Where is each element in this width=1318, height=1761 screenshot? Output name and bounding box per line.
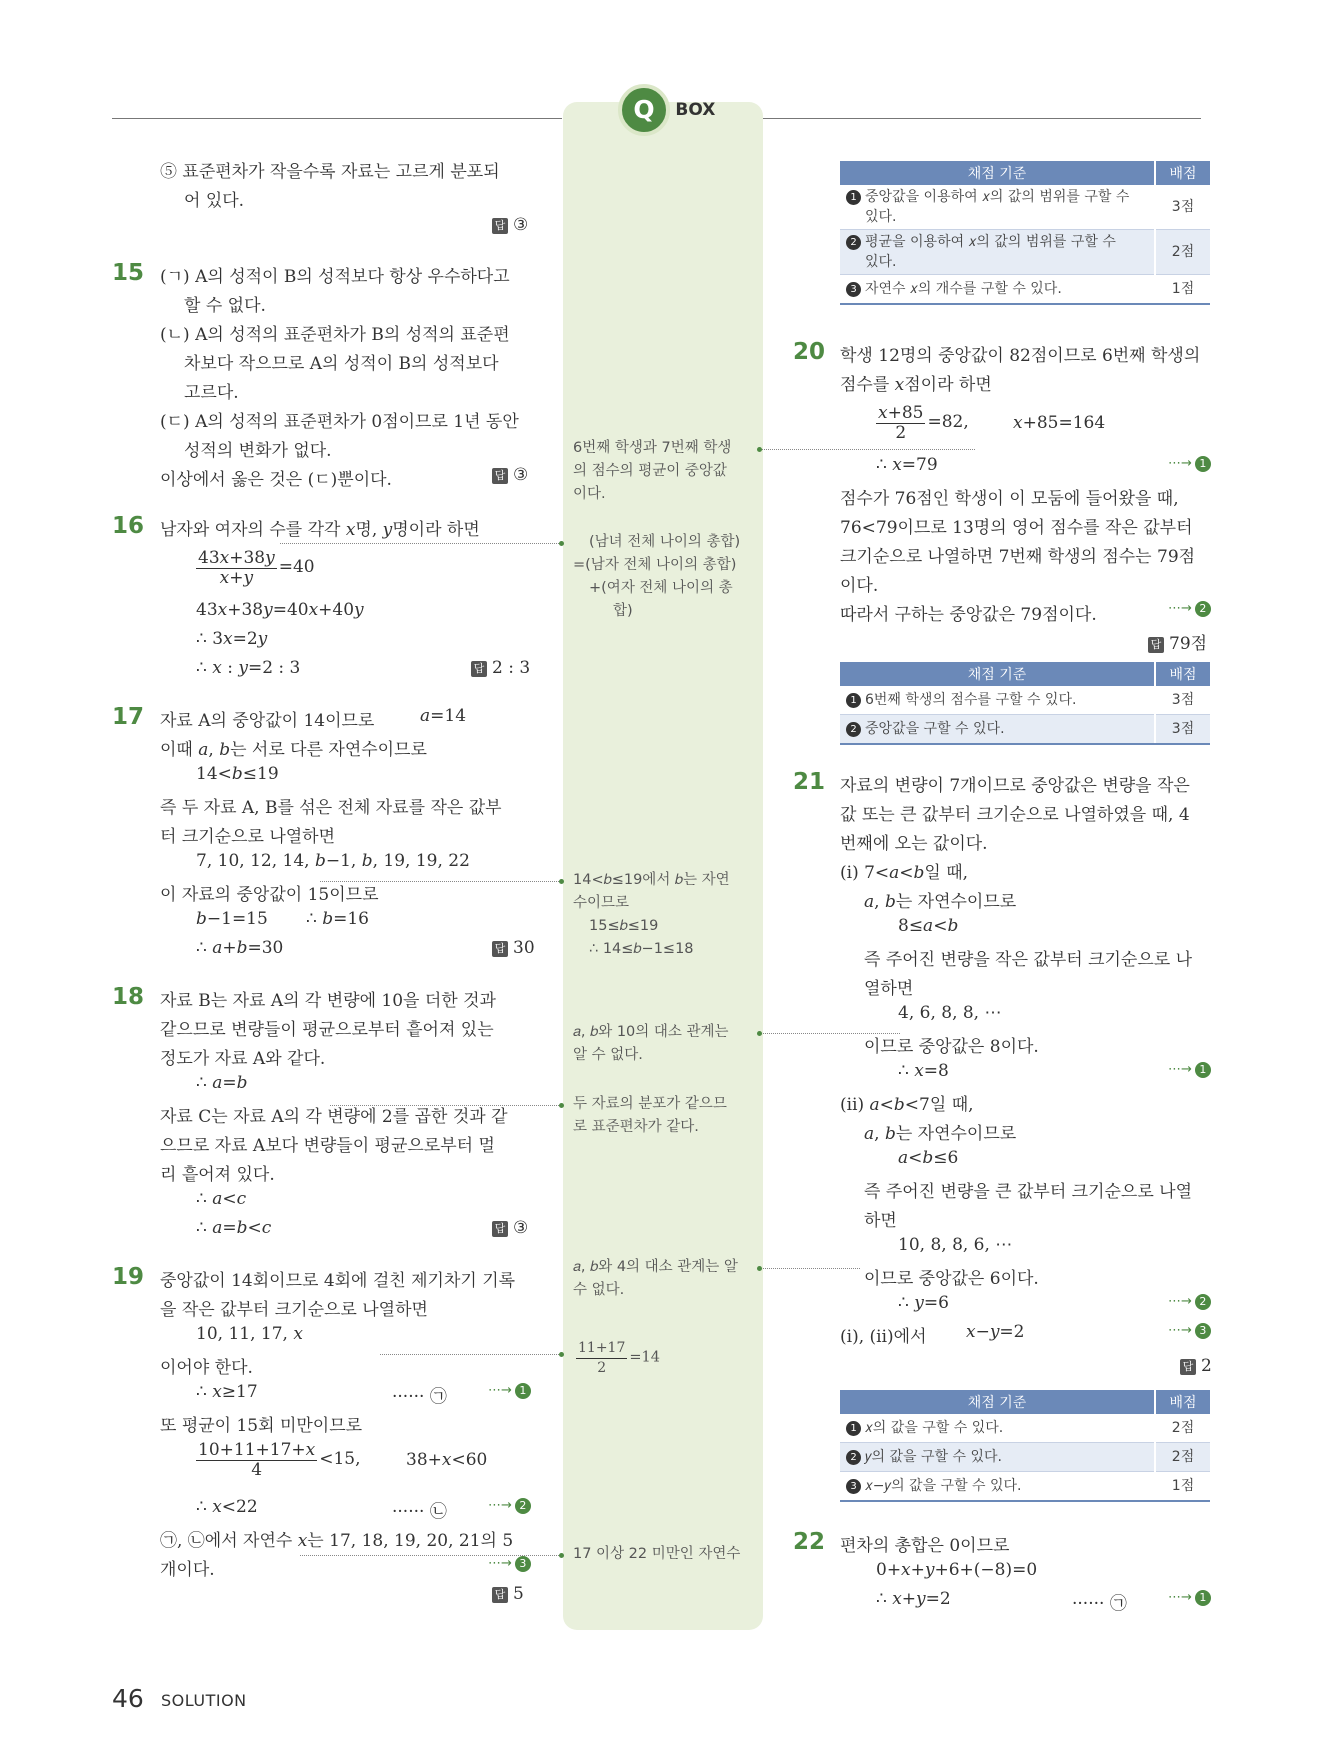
problem-number: 22 [793,1529,826,1555]
table-cell [840,686,1155,715]
text-line: 10, 11, 17, 𝑥 [196,1324,303,1344]
problem-number: 17 [112,704,145,730]
answer-icon: 답 [492,1221,508,1237]
text-line: ∴ 𝑥 : 𝑦=2 : 3 [196,658,301,678]
text-line: 자료 A의 중앙값이 14이므로 [160,711,375,731]
answer-icon: 답 [492,218,508,234]
q-box-label: BOX [675,100,716,120]
score-cell: 1점 [1155,275,1210,305]
text-line: 𝑎=14 [420,706,467,726]
text-line: ∴ 𝑎=𝑏 [196,1073,248,1093]
note-line: 합) [613,603,633,619]
qbox-note-21b [573,1256,738,1302]
text-line: 중앙값이 14회이므로 4회에 걸친 제기차기 기록 [160,1271,516,1291]
text-line: (ㄱ) A의 성적이 B의 성적보다 항상 우수하다고 [160,267,510,287]
text-line: 자료 B는 자료 A의 각 변량에 10을 더한 것과 [160,991,496,1011]
header-rule-right [763,118,1201,119]
numerator: 43𝑥+38𝑦 [198,548,275,568]
note-line: 의 점수의 평균이 중앙값 [573,463,727,479]
leader-dot [757,447,762,452]
step-number: 2 [1195,1294,1211,1310]
table-cell [840,275,1155,305]
note-line: 𝑎, 𝑏와 10의 대소 관계는 [573,1024,729,1040]
text-line: (ⅰ), (ⅱ)에서 [840,1327,927,1347]
answer-icon: 답 [492,1587,508,1603]
text-line: 10, 8, 8, 6, ⋯ [898,1235,1013,1255]
text-line: 이어야 한다. [160,1358,253,1378]
denominator: 4 [251,1460,263,1480]
step-marker: ⋯→ 1 [488,1383,531,1399]
step-circle: 3 [846,1479,861,1494]
text-line: 43𝑥+38𝑦=40𝑥+40𝑦 [196,600,364,620]
score-cell: 2점 [1155,1443,1210,1472]
answer-value: 5 [513,1584,524,1604]
text-line: 이므로 중앙값은 8이다. [864,1037,1039,1057]
table-cell [840,715,1155,745]
leader-line [280,543,561,544]
criterion-text: 있다. [865,209,897,225]
text-line: 76<79이므로 13명의 영어 점수를 작은 값부터 [840,518,1193,538]
text-line: 0+𝑥+𝑦+6+(−8)=0 [876,1560,1038,1580]
text-line: 따라서 구하는 중앙값은 79점이다. [840,605,1097,625]
fraction-rhs: =40 [278,557,315,577]
step-marker: ⋯→ 2 [1168,601,1211,617]
leader-dot [757,1266,762,1271]
text-line: 14<𝑏≤19 [196,764,279,784]
text-line: 이상에서 옳은 것은 (ㄷ)뿐이다. [160,470,392,490]
text-line: 이때 𝑎, 𝑏는 서로 다른 자연수이므로 [160,740,427,760]
fraction-equation [196,1440,361,1479]
text-line: 𝑥−𝑦=2 [966,1322,1025,1342]
note-line: 두 자료의 분포가 같으므 [573,1096,727,1112]
q-box-column [563,102,763,1630]
fraction-rhs: =14 [629,1349,660,1366]
step-circle: 2 [846,722,861,737]
answer-value: 30 [513,938,535,958]
table-header: 배점 [1155,1390,1210,1414]
answer-16 [471,658,530,678]
text-line: 남자와 여자의 수를 각각 𝑥명, 𝑦명이라 하면 [160,520,480,540]
text-line: 즉 두 자료 A, B를 섞은 전체 자료를 작은 값부 [160,798,502,818]
step-marker: ⋯→ 2 [1168,1294,1211,1310]
step-circle: 3 [846,282,861,297]
text-line: 어 있다. [184,191,245,211]
table-header: 배점 [1155,662,1210,686]
criterion-text: 6번째 학생의 점수를 구할 수 있다. [865,692,1077,708]
leader-line [380,1354,561,1355]
footer-label: SOLUTION [161,1691,247,1710]
qbox-note-21a [573,1021,729,1067]
table-header: 채점 기준 [840,1390,1155,1414]
score-cell: 3점 [1155,686,1210,715]
text-line: ㉠, ㉡에서 자연수 𝑥는 17, 18, 19, 20, 21의 5 [160,1531,514,1551]
text-line: (ㄷ) A의 성적의 표준편차가 0점이므로 1년 동안 [160,412,519,432]
table-cell [840,1414,1155,1443]
criterion-text: 𝑥의 값을 구할 수 있다. [865,1420,1004,1436]
denominator: 𝑥+𝑦 [219,568,254,588]
q-box-logo [618,84,715,136]
leader-line [300,1555,561,1556]
numerator: 𝑥+85 [878,403,924,423]
leader-dot [559,1103,564,1108]
score-cell: 3점 [1155,185,1210,230]
header-rule-left [112,118,562,119]
criterion-text: 중앙값을 구할 수 있다. [865,721,1005,737]
step-marker: ⋯→ 3 [488,1556,531,1572]
answer-value: 2 [1201,1356,1212,1376]
note-line: 14<𝑏≤19에서 𝑏는 자연 [573,872,730,888]
criterion-text: 평균을 이용하여 𝑥의 값의 범위를 구할 수 [865,234,1116,250]
score-cell: 2점 [1155,1414,1210,1443]
denominator: 2 [597,1360,607,1376]
note-line: =(남자 전체 나이의 총합) [573,557,737,573]
step-circle: 1 [846,1421,861,1436]
text-line: 𝑎, 𝑏는 자연수이므로 [864,1124,1017,1144]
text-line: 4, 6, 8, 8, ⋯ [898,1003,1002,1023]
text-line: 즉 주어진 변량을 작은 값부터 크기순으로 나 [864,950,1193,970]
text-line: 편차의 총합은 0이므로 [840,1536,1010,1556]
text-line: 즉 주어진 변량을 큰 값부터 크기순으로 나열 [864,1182,1193,1202]
criterion-text: 중앙값을 이용하여 𝑥의 값의 범위를 구할 수 [865,189,1130,205]
text-line: 차보다 작으므로 A의 성적이 B의 성적보다 [184,354,499,374]
qbox-note-20 [573,437,731,506]
note-line: ∴ 14≤𝑏−1≤18 [589,941,694,957]
leader-dot [559,541,564,546]
answer-21 [1180,1356,1212,1376]
qbox-note-19b: 17 이상 22 미만인 자연수 [573,1546,741,1562]
leader-line [320,881,561,882]
text-line: 같으므로 변량들이 평균으로부터 흩어져 있는 [160,1020,494,1040]
note-line: 이다. [573,486,606,502]
note-line: 6번째 학생과 7번째 학생 [573,440,732,456]
text-line: 크기순으로 나열하면 7번째 학생의 점수는 79점 [840,547,1196,567]
step-number: 1 [1195,456,1211,472]
grading-table-20 [840,662,1210,745]
note-line: +(여자 전체 나이의 총 [589,580,733,596]
qbox-note-16 [573,531,740,623]
answer-value: ③ [513,1218,529,1238]
numerator: 11+17 [576,1338,627,1359]
page-number: 46 [112,1684,144,1713]
leader-line [760,1268,860,1269]
note-line: 수이므로 [573,895,630,911]
note-line: 알 수 없다. [573,1047,643,1063]
table-cell [840,185,1155,230]
step-marker: ⋯→ 1 [1168,1590,1211,1606]
fraction-rhs: <15, [319,1449,361,1469]
text-line: 리 흩어져 있다. [160,1165,275,1185]
leader-dot [559,879,564,884]
problem-number: 16 [112,513,145,539]
answer-icon: 답 [492,941,508,957]
text-line: ∴ 𝑎=𝑏<𝑐 [196,1218,272,1238]
fraction-equation [196,548,315,587]
text-line: 하면 [864,1211,897,1231]
step-marker: ⋯→ 2 [488,1498,531,1514]
text-line: ······ ㉡ [392,1502,447,1522]
leader-line [760,449,975,450]
step-marker: ⋯→ 3 [1168,1323,1211,1339]
text-line: ∴ 𝑦=6 [898,1293,949,1313]
note-line: 로 표준편차가 같다. [573,1119,699,1135]
note-line: 수 없다. [573,1282,625,1298]
text-line: 열하면 [864,979,914,999]
table-cell [840,1472,1155,1502]
text-line: ······ ㉠ [1072,1594,1127,1614]
answer-value: ③ [513,215,529,235]
step-circle: 2 [846,1450,861,1465]
answer-icon: 답 [471,661,487,677]
step-number: 3 [515,1556,531,1572]
step-number: 1 [515,1383,531,1399]
answer-icon: 답 [1148,637,1164,653]
fraction-equation [876,403,969,442]
text-line: ⑤ 표준편차가 작을수록 자료는 고르게 분포되 [160,162,500,182]
grading-table-21 [840,1390,1210,1502]
qbox-note-18 [573,1093,727,1139]
answer-17 [492,938,535,958]
step-marker: ⋯→ 1 [1168,1062,1211,1078]
note-line: 15≤𝑏≤19 [589,918,659,934]
text-line: (ⅱ) 𝑎<𝑏<7일 때, [840,1095,974,1115]
table-cell [840,230,1155,275]
answer-icon: 답 [1180,1359,1196,1375]
step-number: 2 [1195,601,1211,617]
text-line: 7, 10, 12, 14, 𝑏−1, 𝑏, 19, 19, 22 [196,851,470,871]
text-line: ∴ 𝑎<𝑐 [196,1189,247,1209]
text-line: 고르다. [184,383,239,403]
table-header: 채점 기준 [840,662,1155,686]
step-number: 1 [1195,1590,1211,1606]
text-line: 점수를 𝑥점이라 하면 [840,375,992,395]
text-line: (ㄴ) A의 성적의 표준편차가 B의 성적의 표준편 [160,325,510,345]
criterion-text: 자연수 𝑥의 개수를 구할 수 있다. [865,281,1062,297]
text-line: (ⅰ) 7<𝑎<𝑏일 때, [840,863,969,883]
note-line: 𝑎, 𝑏와 4의 대소 관계는 알 [573,1259,738,1275]
answer-value: 2 : 3 [492,658,531,678]
numerator: 10+11+17+𝑥 [198,1440,316,1460]
text-line: 으므로 자료 A보다 변량들이 평균으로부터 멀 [160,1136,495,1156]
text-line: 번째에 오는 값이다. [840,834,988,854]
leader-dot [559,1352,564,1357]
text-line: 𝑥+85=164 [1013,413,1106,433]
text-line: ∴ 𝑥+𝑦=2 [876,1589,951,1609]
text-line: 정도가 자료 A와 같다. [160,1049,326,1069]
problem-number: 15 [112,260,145,286]
answer-value: 79점 [1169,634,1208,654]
text-line: 𝑏−1=15 [196,909,268,929]
leader-dot [757,1031,762,1036]
score-cell: 3점 [1155,715,1210,745]
step-circle: 1 [846,190,861,205]
q-circle-icon: Q [618,84,670,136]
criterion-text: 𝑥−𝑦의 값을 구할 수 있다. [865,1478,1022,1494]
text-line: 이므로 중앙값은 6이다. [864,1269,1039,1289]
text-line: 할 수 없다. [184,296,266,316]
step-marker: ⋯→ 1 [1168,456,1211,472]
table-header: 채점 기준 [840,161,1155,185]
score-cell: 2점 [1155,230,1210,275]
answer-15 [492,465,528,485]
answer-icon: 답 [492,468,508,484]
text-line: 자료 C는 자료 A의 각 변량에 2를 곱한 것과 같 [160,1107,508,1127]
text-line: 점수가 76점인 학생이 이 모둠에 들어왔을 때, [840,489,1179,509]
text-line: ∴ 𝑥≥17 [196,1382,258,1402]
text-line: 38+𝑥<60 [406,1450,488,1470]
text-line: 𝑎<𝑏≤6 [898,1148,959,1168]
text-line: ∴ 3𝑥=2𝑦 [196,629,268,649]
step-number: 1 [1195,1062,1211,1078]
step-circle: 1 [846,693,861,708]
qbox-note-17 [573,869,730,961]
answer-19 [492,1584,524,1604]
step-number: 2 [515,1498,531,1514]
table-cell [840,1443,1155,1472]
text-line: ∴ 𝑥<22 [196,1497,258,1517]
answer-20 [1148,629,1207,654]
qbox-note-19a [576,1338,660,1377]
text-line: 이다. [840,576,879,596]
text-line: 성적의 변화가 없다. [184,441,332,461]
text-line: ······ ㉠ [392,1387,447,1407]
note-line: (남녀 전체 나이의 총합) [589,534,741,550]
text-line: 값 또는 큰 값부터 크기순으로 나열하였을 때, 4 [840,805,1190,825]
problem-number: 19 [112,1264,145,1290]
problem-number: 21 [793,769,826,795]
text-line: 자료의 변량이 7개이므로 중앙값은 변량을 작은 [840,776,1190,796]
step-circle: 2 [846,235,861,250]
text-line: ∴ 𝑥=8 [898,1061,949,1081]
leader-line [330,1105,561,1106]
text-line: ∴ 𝑏=16 [306,909,369,929]
text-line: 또 평균이 15회 미만이므로 [160,1416,363,1436]
problem-number: 20 [793,339,826,365]
text-line: ∴ 𝑎+𝑏=30 [196,938,284,958]
text-line: ∴ 𝑥=79 [876,455,938,475]
score-cell: 1점 [1155,1472,1210,1502]
text-line: 학생 12명의 중앙값이 82점이므로 6번째 학생의 [840,346,1201,366]
text-line: 이 자료의 중앙값이 15이므로 [160,885,379,905]
criterion-text: 𝑦의 값을 구할 수 있다. [865,1449,1002,1465]
criterion-text: 있다. [865,254,897,270]
text-line: 𝑎, 𝑏는 자연수이므로 [864,892,1017,912]
step-number: 3 [1195,1323,1211,1339]
text-line: 8≤𝑎<𝑏 [898,916,959,936]
fraction-rhs: =82, [927,412,969,432]
table-header: 배점 [1155,161,1210,185]
text-line: 터 크기순으로 나열하면 [160,827,336,847]
answer-14 [492,215,528,235]
answer-18 [492,1218,528,1238]
denominator: 2 [895,423,907,443]
grading-table-19 [840,161,1210,305]
leader-dot [559,1553,564,1558]
answer-value: ③ [513,465,529,485]
text-line: 개이다. [160,1560,215,1580]
problem-number: 18 [112,984,145,1010]
text-line: 을 작은 값부터 크기순으로 나열하면 [160,1300,428,1320]
